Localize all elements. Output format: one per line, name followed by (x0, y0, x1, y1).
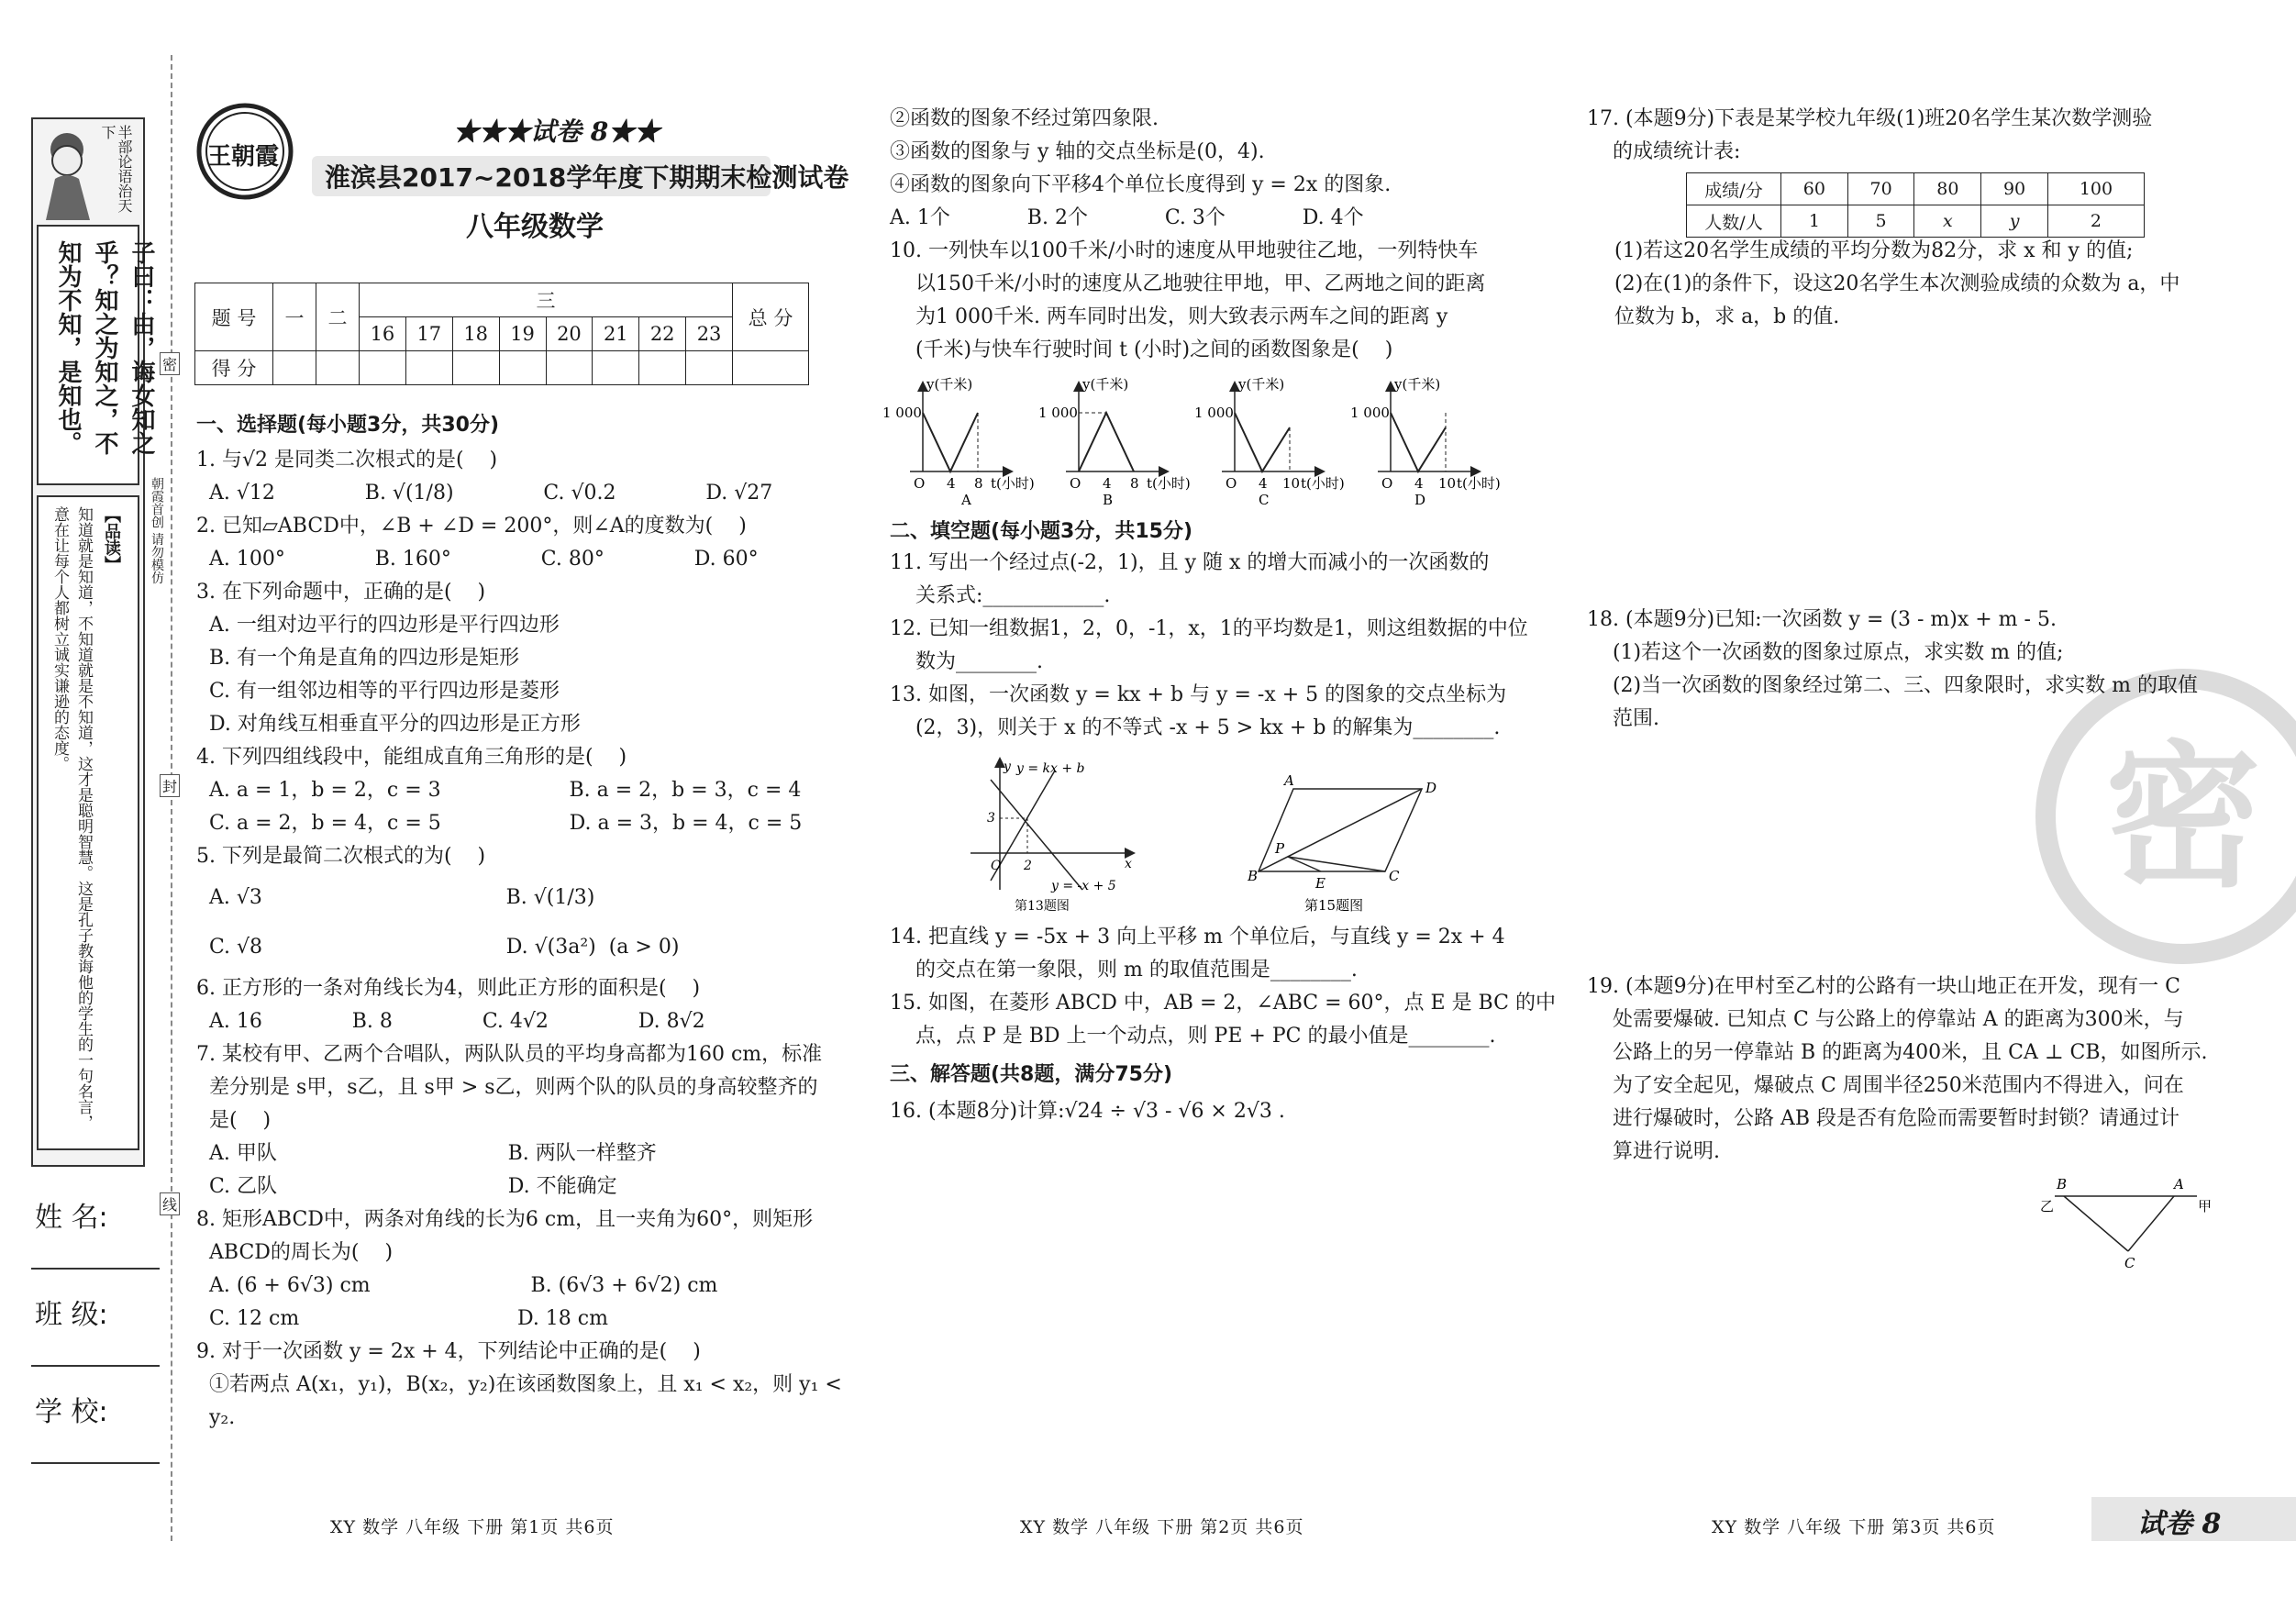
fig15-caption: 第15题图 (1304, 897, 1364, 914)
sub-col: 23 (686, 317, 733, 351)
fig13-tick-y: 3 (987, 811, 995, 826)
fig15-D: D (1425, 780, 1437, 796)
quote-text: 子曰：由，诲女知之乎？知之为知之，不知为不知，是知也。 (54, 240, 155, 455)
q-line: 为了安全起见，爆破点 C 周围半径250米范围内不得进入，问在 (1587, 1074, 2184, 1097)
q-line: (千米)与快车行驶时间 t (小时)之间的函数图象是( ) (890, 338, 1393, 361)
graph-a (882, 376, 1035, 508)
fig15-B: B (1248, 868, 1259, 884)
figure-15 (1248, 771, 1449, 917)
footer-page-1: XY 数学 八年级 下册 第1页 共6页 (330, 1517, 615, 1537)
graph-a-tick: 4 (947, 475, 956, 492)
seal-mark-mi: 密 (160, 352, 180, 375)
q-line: 处需要爆破. 已知点 C 与公路上的停靠站 A 的距离为300米，与 (1587, 1008, 2184, 1031)
fig19-B: B (2057, 1176, 2068, 1192)
grade-cell: 成绩/分 (1687, 173, 1781, 205)
graph-d-ytick: 1 000 (1350, 405, 1390, 421)
graph-a-origin: O (914, 475, 926, 492)
fig15-C: C (1389, 868, 1400, 884)
fig15-P: P (1275, 840, 1285, 857)
score-cell[interactable] (316, 351, 360, 385)
q-line: A. 一组对边平行的四边形是平行四边形 (196, 614, 560, 637)
q-line: C. 有一组邻边相等的平行四边形是菱形 (196, 680, 560, 703)
graph-b-ylabel: y(千米) (1082, 376, 1129, 393)
fig13-caption: 第13题图 (1015, 899, 1070, 914)
q-line: 数为________. (890, 650, 1043, 673)
grade-cell: 2 (2047, 205, 2144, 238)
row-label-number: 题 号 (195, 283, 273, 351)
graph-c (1194, 376, 1345, 508)
graph-b-xlabel: t(小时) (1147, 475, 1191, 492)
q-line: 以150千米/小时的速度从乙地驶往甲地，甲、乙两地之间的距离 (890, 272, 1486, 295)
q-line: 2. 已知▱ABCD中，∠B + ∠D = 200°，则∠A的度数为( ) (196, 515, 747, 538)
section2-title: 二、填空题(每小题3分，共15分) (890, 520, 1193, 543)
q-line: 点，点 P 是 BD 上一个动点，则 PE + PC 的最小值是________. (890, 1025, 1496, 1048)
fig19-C: C (2124, 1255, 2135, 1271)
score-cell[interactable] (733, 351, 809, 385)
footer-page-3: XY 数学 八年级 下册 第3页 共6页 (1712, 1517, 1996, 1537)
q16: 16. (本题8分)计算:√24 ÷ √3 - √6 × 2√3 . (890, 1100, 1285, 1123)
graph-d (1350, 376, 1501, 508)
fig13-tick-x: 2 (1024, 859, 1032, 873)
figure-13 (963, 752, 1147, 917)
sidebar (0, 0, 183, 1597)
graph-a-ytick: 1 000 (882, 405, 922, 421)
q-line: 18. (本题9分)已知:一次函数 y = (3 - m)x + m - 5. (1587, 608, 2057, 631)
q-line: C. 12 cm D. 18 cm (196, 1307, 608, 1330)
graph-b-letter: B (1103, 492, 1114, 508)
q-line: 11. 写出一个经过点(-2，1)，且 y 随 x 的增大而减小的一次函数的 (890, 551, 1490, 574)
sub-col: 18 (452, 317, 499, 351)
score-cell[interactable] (546, 351, 593, 385)
grade-cell: 5 (1847, 205, 1914, 238)
fig13-x-label: x (1125, 857, 1132, 871)
graph-a-ylabel: y(千米) (926, 376, 973, 393)
quote-head: 半部论语治天下 (99, 125, 133, 213)
fig13-origin: O (991, 859, 1002, 873)
quote-figure-icon (37, 124, 97, 220)
graph-c-tick: 4 (1259, 475, 1268, 492)
fig13-line2: y = -x + 5 (1051, 879, 1116, 893)
exam-title: 淮滨县2017~2018学年度下期期末检测试卷 (325, 162, 849, 193)
q18 (1587, 604, 2229, 736)
score-cell[interactable] (499, 351, 546, 385)
graph-c-origin: O (1226, 475, 1237, 492)
q-line: 8. 矩形ABCD中，两条对角线的长为6 cm，且一夹角为60°，则矩形 (196, 1208, 814, 1231)
q-line: 范围. (1587, 707, 1659, 730)
q-line: (2)当一次函数的图象经过第二、三、四象限时，求实数 m 的取值 (1587, 674, 2198, 697)
q-line: (2，3)，则关于 x 的不等式 -x + 5 > kx + b 的解集为________. (890, 716, 1501, 739)
q-line: 关系式:____________. (890, 584, 1111, 607)
q19 (1587, 970, 2229, 1169)
footer-page-2: XY 数学 八年级 下册 第2页 共6页 (1020, 1517, 1304, 1537)
q-line: 算进行说明. (1587, 1140, 1720, 1163)
graph-a-xlabel: t(小时) (991, 475, 1035, 492)
q-line: 14. 把直线 y = -5x + 3 向上平移 m 个单位后，与直线 y = 2x + 4 (890, 926, 1505, 948)
sub-col: 21 (593, 317, 639, 351)
score-cell[interactable] (405, 351, 452, 385)
q-line: 差分别是 s甲，s乙，且 s甲 > s乙，则两个队的队员的身高较整齐的 (196, 1076, 818, 1099)
q-line: 的成绩统计表: (1587, 140, 1741, 163)
graph-d-tick: 4 (1414, 475, 1424, 492)
q-line: y₂. (196, 1406, 236, 1429)
watermark-text: 密 (2104, 727, 2262, 909)
q-line: (1)若这个一次函数的图象过原点，求实数 m 的值; (1587, 641, 2064, 664)
q-line: 3. 在下列命题中，正确的是( ) (196, 581, 486, 604)
seal-mark-xian: 线 (160, 1192, 180, 1215)
column2-top (890, 103, 1532, 367)
q-line: A. 100° B. 160° C. 80° D. 60° (196, 548, 759, 571)
copyright-note: 朝霞首创 请勿模仿 (150, 477, 164, 584)
seal-line (171, 55, 172, 1541)
reading-title: 【品读】 (102, 506, 121, 572)
q10-graphs (882, 371, 1525, 508)
score-cell[interactable] (686, 351, 733, 385)
q17-parts (1614, 235, 2238, 334)
q-line: B. 有一个角是直角的四边形是矩形 (196, 647, 520, 670)
q-line: 进行爆破时，公路 AB 段是否有危险而需要暂时封锁？请通过计 (1587, 1107, 2180, 1130)
school-label: 学 校: (35, 1396, 108, 1428)
name-label: 姓 名: (35, 1202, 108, 1234)
q-line: 是( ) (196, 1109, 272, 1132)
school-field[interactable] (31, 1462, 160, 1464)
q-line: 公路上的另一停靠站 B 的距离为400米，且 CA ⊥ CB，如图所示. (1587, 1041, 2208, 1064)
score-cell[interactable] (273, 351, 316, 385)
graph-b-tick: 8 (1130, 475, 1139, 492)
q-line: ABCD的周长为( ) (196, 1241, 394, 1264)
grade-cell: 70 (1847, 173, 1914, 205)
graph-b-origin: O (1070, 475, 1081, 492)
grade-cell: 60 (1781, 173, 1848, 205)
fig19-A: A (2174, 1176, 2184, 1192)
grades-table (1686, 172, 2145, 238)
graph-c-tick: 10 (1282, 475, 1301, 492)
grade-cell: 80 (1914, 173, 1981, 205)
score-cell[interactable] (639, 351, 686, 385)
sub-col: 22 (639, 317, 686, 351)
q17 (1587, 103, 2229, 169)
graph-b-ytick: 1 000 (1038, 405, 1078, 421)
col-one: 一 (273, 283, 316, 351)
fig19-yi: 乙 (2040, 1198, 2055, 1214)
section3-title: 三、解答题(共8题，满分75分) (890, 1063, 1173, 1086)
q-line: 5. 下列是最简二次根式的为( ) (196, 845, 486, 868)
score-cell[interactable] (360, 351, 406, 385)
graph-b (1038, 376, 1191, 508)
col-three: 三 (360, 283, 733, 317)
grade-cell: y (1981, 205, 2048, 238)
q-line: ②函数的图象不经过第四象限. (890, 107, 1159, 130)
q-line: (2)在(1)的条件下，设这20名学生本次测验成绩的众数为 a，中 (1614, 272, 2180, 295)
grade-cell: 1 (1781, 205, 1848, 238)
q-line: A. 16 B. 8 C. 4√2 D. 8√2 (196, 1010, 705, 1033)
q-line: 1. 与√2 是同类二次根式的是( ) (196, 449, 498, 471)
q-line: (1)若这20名学生成绩的平均分数为82分，求 x 和 y 的值; (1614, 239, 2134, 262)
score-cell[interactable] (593, 351, 639, 385)
q-line: A. 甲队 B. 两队一样整齐 (196, 1142, 657, 1165)
figure-19 (2036, 1170, 2220, 1271)
score-table (194, 283, 809, 385)
q-line: A. √12 B. √(1/8) C. √0.2 D. √27 (196, 482, 773, 505)
score-cell[interactable] (452, 351, 499, 385)
reading-text: 知道就是知道，不知道就是不知道，这才是聪明智慧。这是孔子教诲他的学生的一句名言，意在让每个人都树立诚实谦逊的态度。 (50, 506, 93, 1130)
class-field[interactable] (31, 1365, 160, 1367)
graph-c-xlabel: t(小时) (1301, 475, 1345, 492)
q-line: A. a = 1，b = 2，c = 3 B. a = 2，b = 3，c = 4 (196, 779, 802, 802)
graph-c-ylabel: y(千米) (1238, 376, 1285, 393)
col-total: 总 分 (733, 283, 809, 351)
q-line: A. √3 B. √(1/3) (196, 886, 595, 909)
seal-mark-feng: 封 (160, 774, 180, 797)
graph-d-ylabel: y(千米) (1394, 376, 1441, 393)
q-line: 12. 已知一组数据1，2，0，-1，x，1的平均数是1，则这组数据的中位 (890, 617, 1528, 640)
q-line: 13. 如图，一次函数 y = kx + b 与 y = -x + 5 的图象的交点坐标为 (890, 683, 1507, 706)
grade-cell: x (1914, 205, 1981, 238)
sub-col: 17 (405, 317, 452, 351)
q-line: C. a = 2，b = 4，c = 5 D. a = 3，b = 4，c = 5 (196, 812, 803, 835)
q-line: 为1 000千米. 两车同时出发，则大致表示两车之间的距离 y (890, 305, 1448, 328)
q-line: 4. 下列四组线段中，能组成直角三角形的是( ) (196, 746, 627, 769)
q-line: A. 1个 B. 2个 C. 3个 D. 4个 (890, 206, 1364, 229)
q-line: 7. 某校有甲、乙两个合唱队，两队队员的平均身高都为160 cm，标准 (196, 1043, 823, 1066)
paper-number: ★★★试卷 8★★ (453, 116, 660, 147)
fig13-y-label: y (1004, 760, 1011, 774)
section2-questions-a (890, 547, 1532, 745)
q-line: 17. (本题9分)下表是某学校九年级(1)班20名学生某次数学测验 (1587, 107, 2153, 130)
graph-d-letter: D (1414, 492, 1426, 508)
q-line: 的交点在第一象限，则 m 的取值范围是________. (890, 959, 1358, 981)
sub-col: 16 (360, 317, 406, 351)
q-line: 9. 对于一次函数 y = 2x + 4，下列结论中正确的是( ) (196, 1340, 701, 1363)
fig15-A: A (1284, 772, 1294, 789)
grade-cell: 100 (2047, 173, 2144, 205)
corner-tag: 试卷 8 (2137, 1508, 2222, 1540)
q-line: 19. (本题9分)在甲村至乙村的公路有一块山地正在开发，现有一 C (1587, 975, 2180, 998)
q-line: D. 对角线互相垂直平分的四边形是正方形 (196, 713, 581, 736)
q-line: 6. 正方形的一条对角线长为4，则此正方形的面积是( ) (196, 977, 701, 1000)
graph-d-origin: O (1381, 475, 1393, 492)
q-line: 位数为 b，求 a，b 的值. (1614, 305, 1840, 328)
fig13-line1: y = kx + b (1016, 761, 1085, 776)
graph-c-ytick: 1 000 (1194, 405, 1234, 421)
q-line: 10. 一列快车以100千米/小时的速度从甲地驶往乙地，一列特快车 (890, 239, 1479, 262)
row-label-score: 得 分 (195, 351, 273, 385)
graph-b-tick: 4 (1103, 475, 1112, 492)
class-label: 班 级: (35, 1299, 108, 1331)
graph-c-letter: C (1259, 492, 1270, 508)
col-two: 二 (316, 283, 360, 351)
q-line: C. 乙队 D. 不能确定 (196, 1175, 617, 1198)
grade-cell: 90 (1981, 173, 2048, 205)
name-field[interactable] (31, 1268, 160, 1270)
graph-d-tick: 10 (1438, 475, 1457, 492)
q-line: ①若两点 A(x₁，y₁)，B(x₂，y₂)在该函数图象上，且 x₁ < x₂，则 y₁ < (196, 1373, 842, 1396)
q-line: ④函数的图象向下平移4个单位长度得到 y = 2x 的图象. (890, 173, 1392, 196)
q-line: C. √8 D. √(3a²) (a > 0) (196, 936, 680, 959)
fig19-jia: 甲 (2198, 1198, 2213, 1214)
sub-col: 20 (546, 317, 593, 351)
q-line: ③函数的图象与 y 轴的交点坐标是(0，4). (890, 140, 1265, 163)
section1-questions (196, 444, 842, 1435)
section2-questions-b (890, 921, 1556, 1053)
graph-a-tick: 8 (974, 475, 983, 492)
fig15-E: E (1315, 875, 1325, 892)
section1-title: 一、选择题(每小题3分，共30分) (196, 414, 500, 437)
q-line: 15. 如图，在菱形 ABCD 中，AB = 2，∠ABC = 60°，点 E 是 BC 的中 (890, 992, 1556, 1015)
q-line: A. (6 + 6√3) cm B. (6√3 + 6√2) cm (196, 1274, 718, 1297)
exam-subtitle: 八年级数学 (466, 211, 604, 243)
graph-d-xlabel: t(小时) (1457, 475, 1501, 492)
brand-name: 王朝霞 (207, 143, 280, 171)
graph-a-letter: A (961, 492, 971, 508)
grade-cell: 人数/人 (1687, 205, 1781, 238)
sub-col: 19 (499, 317, 546, 351)
